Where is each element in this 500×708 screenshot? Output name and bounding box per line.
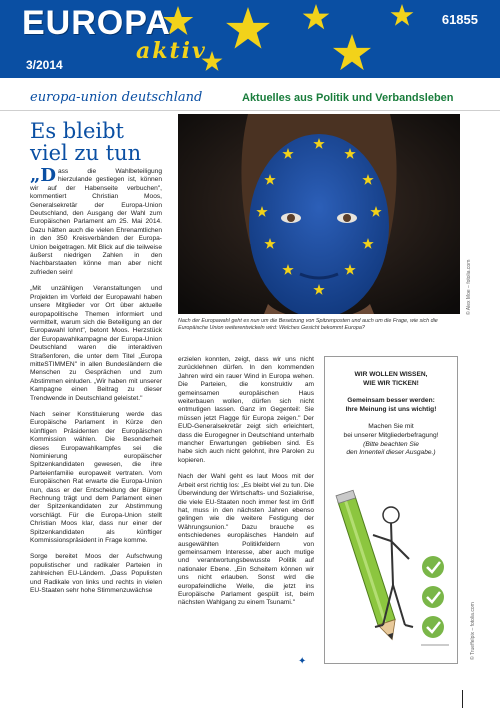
survey-note-line-1: (Bitte beachten Sie — [363, 440, 419, 448]
masthead-subtitle: aktiv — [136, 38, 207, 64]
survey-subheading-line-1: Gemeinsam besser werden: — [347, 397, 435, 405]
checkmark-icon — [422, 616, 444, 638]
photo-caption: Nach der Europawahl geht es nun um die Besetzung von Spitzenposten und auch um die Frage, wie sich die Europäische Union weiterentwickeln wird: Welches Gesicht bekommt Europa? — [178, 318, 438, 331]
photo-credit: © Alex Moe – fotolia.com — [466, 259, 472, 315]
paragraph-1 — [30, 165, 162, 277]
headline-line-1: Es bleibt — [30, 119, 124, 143]
masthead-banner — [0, 0, 500, 78]
survey-note-line-2: den Innenteil dieser Ausgabe.) — [346, 449, 436, 457]
headline-line-2: viel zu tun — [30, 141, 142, 165]
article-column-left — [30, 165, 162, 604]
paragraph-2: „Mit unzähligen Veranstaltungen und Projekten im Vorfeld der Europawahl haben unsere Mitglieder vor Ort über aktuelle europapolitische Themen informiert und vermittelt, warum sich die Beteiligung an der Europawahl lohnt", betont Moos. Herzstück der Europawahlkampagne der Europa-Union Deutschland waren die interaktiven Straßenforen, die unter dem Titel „Europa mitteSTIMMEN" in allen Bundesländern die Menschen zu Gesprächen und zum Abstimmen einluden. „Wir haben mit unserer Kampagne einen Beitrag zu dieser Trendwende in Deutschland geleistet." — [30, 285, 162, 402]
page-marker-bar — [462, 690, 463, 708]
photo-illustration — [178, 114, 460, 314]
illustration-credit: © Trueffelpix – fotolia.com — [470, 602, 476, 660]
paragraph-6: Nach der Wahl geht es laut Moos mit der Arbeit erst richtig los: „Es bleibt viel zu tun. Die Überwindung der Wirtschafts- und Sozialkrise, die viele EU-Staaten noch immer fest im Griff hat, muss in den nächsten Jahren ebenso gelingen wie die weitere Festigung der Währungsunion." Dazu brauche es entschiedenes europäisches Handeln auf ausgewählten Politikfeldern von gemeinsamem Interesse, aber auch mutige und verantwortungsbewusste Politik auf nationaler Ebene. „Ein Scheitern können wir uns nicht erlauben. Sonst wird die europafeindliche Welle, die jetzt ins Europäische Parlament gespült ist, beim nächsten Wahlgang zu einem Tsunami." — [178, 473, 314, 607]
survey-invite-line-1: Machen Sie mit — [368, 423, 414, 431]
issue-number: 3/2014 — [26, 58, 63, 72]
survey-heading-line-2: WIE WIR TICKEN! — [363, 379, 419, 387]
article-headline — [30, 120, 180, 164]
survey-text — [325, 371, 457, 458]
header-divider — [0, 110, 500, 111]
pencil-figure-checklist-illustration — [329, 475, 455, 661]
survey-invite-line-2: bei unserer Mitgliederbefragung! — [343, 431, 439, 439]
face-painted-eu-flag-photo — [178, 114, 460, 314]
survey-subheading-line-2: Ihre Meinung ist uns wichtig! — [345, 405, 437, 413]
paragraph-5: erzielen konnten, zeigt, dass wir uns nicht zurücklehnen dürfen. In den kommenden Jahren wird ein rauer Wind in Europa wehen. Die Parteien, die konstruktiv am gemeinsamen europäischen Haus weiterbauen wollen, dürfen sich nicht entmutigen lassen. Ganz im Gegenteil: Sie müssen jetzt Flagge für Europa zeigen." Der EUD-Generalsekretär zeigt sich erleichtert, dass die Eurogegner in Deutschland unterhalb mancher Erwartungen geblieben sind. Es habe sich auch nicht gelohnt, ihre Parolen zu kopieren. — [178, 356, 314, 464]
paragraph-1-text: ass die Wahlbeteiligung hierzulande gestiegen ist, können wir auf der Habenseite verbuchen", kommentiert Christian Moos, Generalsekretär der Europa-Union Deutschland, den Ausgang der Wahl zum Europäischen Parlament am 25. Mai 2014. Dazu hätten auch die vielen Ehrenamtlichen in den 350 Kreisverbänden der Europa-Union beigetragen. Mit Blick auf die teilweise äußerst niedrigen Zahlen in den Nachbarstaaten könne man aber nicht zufrieden sein! — [30, 168, 162, 276]
checkmark-icon — [422, 586, 444, 608]
masthead-title: EUROPA — [22, 4, 171, 42]
page-number: 61855 — [441, 12, 478, 27]
organization-name: europa-union deutschland — [30, 90, 203, 105]
article-column-middle — [178, 356, 314, 616]
article-end-mark: ✦ — [298, 656, 307, 667]
drop-cap: „D — [30, 165, 56, 186]
survey-info-box — [324, 356, 458, 664]
paragraph-3: Nach seiner Konstituierung werde das Europäische Parlament in Kürze den künftigen Präsidenten der Europäischen Kommission wählen. Die Besonderheit dieses Europawahlkampfes sei die Nominierung europäischer Spitzenkandidaten gewesen, die ihre Parteienfamilie europaweit vertraten. Vom Europäischen Rat erwarte die Europa-Union nun, dass er der Entscheidung der Bürger Rechnung trägt und dem Parlament einen der Spitzenkandidaten zur Abstimmung vorschlägt. Für die Europa-Union stellt Christian Moos klar, dass nur einer der Spitzenkandidaten als künftiger Kommissionspräsident in Frage komme. — [30, 410, 162, 545]
section-tagline: Aktuelles aus Politik und Verbandsleben — [242, 92, 454, 104]
checkmark-icon — [422, 556, 444, 578]
survey-heading-line-1: WIR WOLLEN WISSEN, — [354, 371, 428, 378]
paragraph-4: Sorge bereitet Moos der Aufschwung populistischer und radikaler Parteien in zahlreichen EU-Ländern. „Dass Populisten und Radikale von links und rechts in vielen EU-Staaten sehr hohe Stimmenzuwächse — [30, 553, 162, 595]
